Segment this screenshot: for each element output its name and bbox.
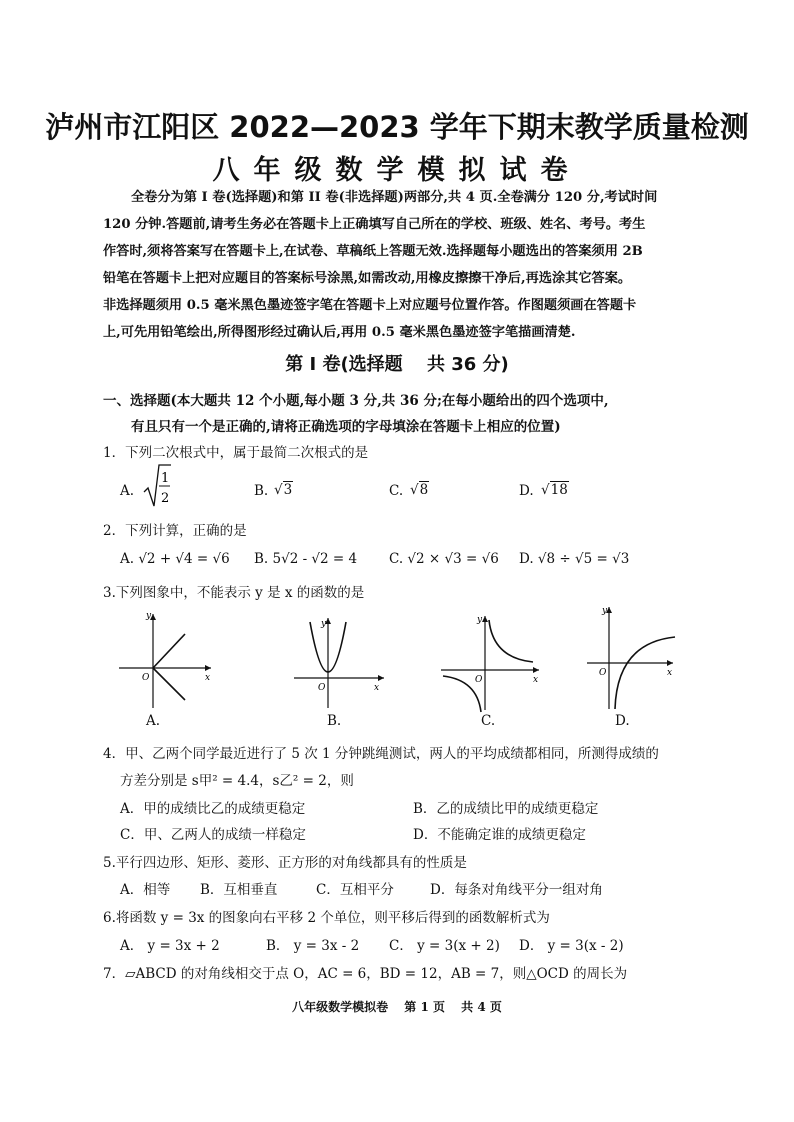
instruction-line: 非选择题须用 0.5 毫米黑色墨迹签字笔在答题卡上对应题号位置作答。作图题须画在答题卡 [103,298,637,313]
page-footer: 八年级数学模拟卷 第 1 页 共 4 页 [292,1000,502,1014]
question-2-stem: 2．下列计算，正确的是 [103,523,247,539]
q2-option-a: A. √2 + √4 = √6 [120,551,230,567]
q3-graph-d [583,603,683,713]
q2-option-b: B. 5√2 - √2 = 4 [254,551,358,567]
ray-up [153,634,185,668]
y-label: y [477,615,483,625]
y-label: y [146,611,152,621]
instruction-line: 全卷分为第 I 卷(选择题)和第 II 卷(非选择题)两部分,共 4 页.全卷满分 120 分,考试时间 [131,190,658,205]
x-label: x [374,683,380,693]
q5-option-a: A．相等 [120,882,171,898]
hyperbola-branch-1 [489,620,533,662]
q3-graph-a [115,608,215,713]
q1-option-b-radical: √3 [274,482,293,498]
instruction-line: 作答时,须将答案写在答题卡上,在试卷、草稿纸上答题无效.选择题每小题选出的答案须用 2B [103,244,643,259]
q2-option-c: C. √2 × √3 = √6 [389,551,499,567]
q6-option-c: C． y = 3(x + 2) [389,938,500,954]
q6-option-a: A． y = 3x + 2 [120,938,220,954]
q1-option-a-radical [142,462,172,510]
q4-option-c: C．甲、乙两人的成绩一样稳定 [120,827,306,843]
q3-graph-b-label: B. [327,713,342,729]
q1-b-radicand: 3 [283,482,293,498]
q3-graph-a-label: A. [146,713,161,729]
x-label: x [533,675,539,685]
question-6-stem: 6.将函数 y = 3x 的图象向右平移 2 个单位，则平移后得到的函数解析式为 [103,910,550,926]
origin-label: O [475,675,483,685]
x-label: x [667,668,673,678]
q1-radicand-denominator: 2 [161,491,170,506]
q4-option-a: A．甲的成绩比乙的成绩更稳定 [120,801,306,817]
q5-option-c: C．互相平分 [316,882,394,898]
question-4-stem-line1: 4．甲、乙两个同学最近进行了 5 次 1 分钟跳绳测试，两人的平均成绩都相同，所测得成绩的 [103,746,659,762]
instruction-line: 上,可先用铅笔绘出,所得图形经过确认后,再用 0.5 毫米黑色墨迹签字笔描画清楚. [103,325,576,340]
question-3-stem: 3.下列图象中，不能表示 y 是 x 的函数的是 [103,585,365,601]
q3-graph-c [437,610,547,715]
q6-option-d: D． y = 3(x - 2) [519,938,624,954]
origin-label: O [599,668,607,678]
q5-option-b: B．互相垂直 [200,882,278,898]
q3-graph-d-label: D. [615,713,630,729]
q4-option-d: D．不能确定谁的成绩更稳定 [413,827,586,843]
q1-option-c-label: C. [389,483,404,499]
origin-label: O [142,673,150,683]
part-heading-line1: 一、选择题(本大题共 12 个小题,每小题 3 分,共 36 分;在每小题给出的四个选项中, [103,393,609,409]
q2-option-d: D. √8 ÷ √5 = √3 [519,551,630,567]
section-title: 第 I 卷(选择题 共 36 分) [285,354,509,375]
exam-title: 泸州市江阳区 2022—2023 学年下期末教学质量检测 [45,110,749,144]
question-1-stem: 1．下列二次根式中，属于最简二次根式的是 [103,445,369,461]
question-4-stem-line2: 方差分别是 s甲² = 4.4，s乙² = 2，则 [120,773,354,789]
q3-graph-b [290,612,390,712]
part-heading-line2: 有且只有一个是正确的,请将正确选项的字母填涂在答题卡上相应的位置) [131,419,561,435]
instruction-line: 120 分钟.答题前,请考生务必在答题卡上正确填写自己所在的学校、班级、姓名、考号。考生 [103,217,646,232]
x-label: x [205,673,211,683]
q1-radicand-numerator: 1 [161,471,170,486]
y-label: y [321,619,327,629]
q4-option-b: B．乙的成绩比甲的成绩更稳定 [413,801,599,817]
y-label: y [602,606,608,616]
q3-graph-c-label: C. [481,713,496,729]
exam-subtitle: 八年级数学模拟试卷 [212,155,582,186]
q1-option-b-label: B. [254,483,269,499]
q1-d-radicand: 18 [550,482,568,498]
q5-option-d: D．每条对角线平分一组对角 [430,882,603,898]
q1-option-a-label: A. [120,483,135,499]
question-5-stem: 5.平行四边形、矩形、菱形、正方形的对角线都具有的性质是 [103,855,467,871]
question-7-stem: 7．▱ABCD 的对角线相交于点 O，AC = 6，BD = 12，AB = 7，则△OCD 的周长为 [103,966,628,982]
q1-option-d-radical: √18 [541,482,568,498]
curve [615,637,675,709]
q1-option-c-radical: √8 [410,482,429,498]
q1-c-radicand: 8 [419,482,429,498]
q6-option-b: B． y = 3x - 2 [266,938,360,954]
origin-label: O [318,683,326,693]
ray-down [153,668,185,700]
q1-option-d-label: D. [519,483,534,499]
instruction-line: 铅笔在答题卡上把对应题目的答案标号涂黑,如需改动,用橡皮擦擦干净后,再选涂其它答案。 [103,271,632,286]
